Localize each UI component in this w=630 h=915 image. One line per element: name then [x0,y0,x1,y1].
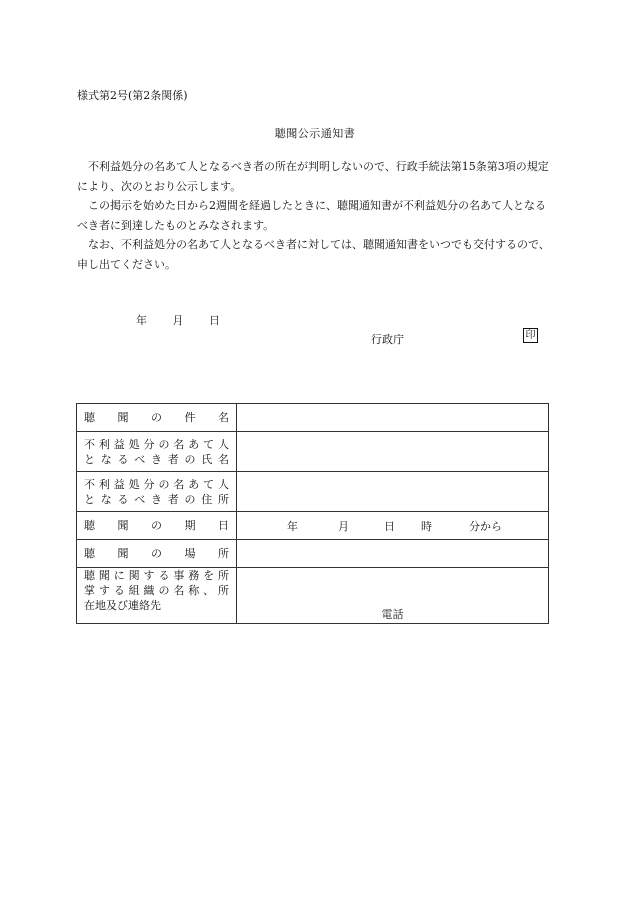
name-label-line2: となるべき者の氏名 [84,452,229,466]
address-label-line1: 不利益処分の名あて人 [84,477,229,491]
office-value-cell[interactable] [237,568,549,624]
table-row-date [77,512,549,540]
hearing-year-label: 年 [287,519,298,533]
hearing-datetime [237,518,548,534]
name-label-line1: 不利益処分の名あて人 [84,437,229,451]
name-label-cell [77,432,237,472]
date-month-label: 月 [172,314,184,327]
place-value-cell[interactable] [237,540,549,568]
address-label-cell [77,472,237,512]
paragraph-2: この掲示を始めた日から2週間を経過したときに、聴聞通知書が不利益処分の名あて人となるべき者に到達したものとみなされます。 [77,199,546,232]
subject-label-cell [77,404,237,432]
issue-date [136,312,220,328]
address-value-cell[interactable] [237,472,549,512]
date-label-cell [77,512,237,540]
office-label-line3: 在地及び連絡先 [84,599,161,612]
notice-body [77,157,553,274]
place-label-cell [77,540,237,568]
hearing-hour-label: 時 [421,519,432,533]
hearing-month-label: 月 [338,519,349,533]
form-number: 様式第2号(第2条関係) [77,89,188,102]
office-label-cell [77,568,237,624]
paragraph-1: 不利益処分の名あて人となるべき者の所在が判明しないので、行政手続法第15条第3項の規定により、次のとおり公示します。 [77,160,549,193]
table-row-name [77,432,549,472]
office-label-line1: 聴聞に関する事務を所 [84,569,229,582]
table-row-address [77,472,549,512]
date-day-label: 日 [209,314,220,327]
date-year-label: 年 [136,314,147,327]
date-value-cell[interactable] [237,512,549,540]
table-row-subject [77,404,549,432]
place-label: 聴聞の場所 [84,547,229,560]
document-title: 聴聞公示通知書 [274,127,356,140]
seal-mark: 印 [523,328,538,343]
name-value-cell[interactable] [237,432,549,472]
address-label-line2: となるべき者の住所 [84,492,229,506]
phone-label: 電話 [381,608,404,621]
hearing-minute-label: 分から [469,519,502,533]
table-row-place [77,540,549,568]
issuer-name: 行政庁 [371,333,404,346]
paragraph-3: なお、不利益処分の名あて人となるべき者に対しては、聴聞通知書をいつでも交付するので、申し出てください。 [77,238,550,271]
table-row-office [77,568,549,624]
office-label-line2: 掌する組織の名称、所 [84,584,229,597]
date-label: 聴聞の期日 [84,519,229,532]
hearing-day-label: 日 [384,519,395,533]
subject-label: 聴聞の件名 [84,411,229,424]
hearing-info-table [76,403,549,624]
subject-value-cell[interactable] [237,404,549,432]
